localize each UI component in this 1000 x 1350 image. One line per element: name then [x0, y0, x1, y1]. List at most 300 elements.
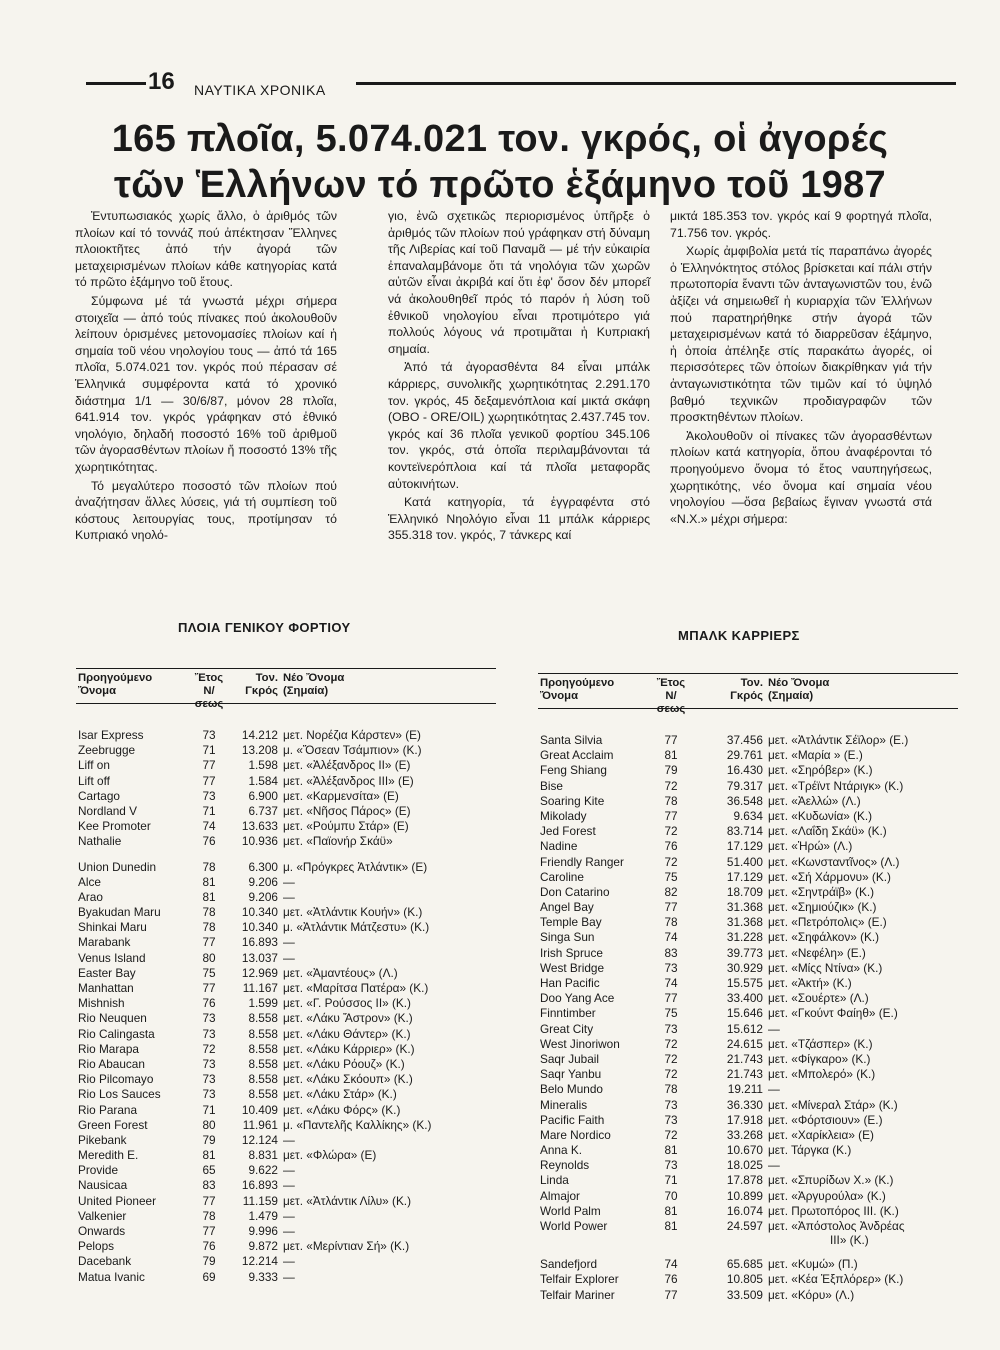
gross-tons: 15.612 — [726, 1021, 763, 1036]
previous-name: Kee Promoter — [78, 819, 151, 834]
table-row — [76, 1057, 496, 1072]
gross-tons: 18.709 — [726, 884, 763, 899]
year-built: 81 — [664, 1219, 678, 1233]
table-row — [76, 1103, 496, 1118]
table-row — [538, 809, 958, 824]
header-year-built — [656, 677, 686, 716]
previous-name: Onwards — [78, 1224, 126, 1238]
table-row — [538, 1022, 958, 1037]
new-name: μετ. «Λάκυ Ἄστρον» (Κ.) — [283, 1011, 413, 1026]
previous-name: Temple Bay — [540, 915, 602, 930]
new-name: μετ. «Ἀργυρούλα» (Κ.) — [768, 1188, 886, 1203]
new-name: μετ. «Ἀτλάντικ Λίλυ» (Κ.) — [283, 1193, 412, 1208]
table-row — [76, 1042, 496, 1057]
previous-name: Pelops — [78, 1239, 115, 1254]
paragraph: Σύμφωνα μέ τά γνωστά μέχρι σήμερα στοιχεῖα — ἀπό τούς πίνακες πού ἀκολουθοῦν λείπουν ὁρισμένες μετονομασίες πλοίων καί ἡ σημαία τοῦ νέου νηολογίου τους — ἀπό τά 165 πλοῖα, 5.074.021 τον. γκρός πού πέρασαν σέ Ἑλληνικά συμφέροντα κατά τό χρονικό διάστημα 1/1 — 30/6/87, μόνον 28 πλοῖα, 641.914 τον. γκρός γράφηκαν στό ἐθνικό νηολόγιο, δηλαδή ποσοστό 16% τοῦ ἀριθμοῦ τῶν ἀγορασθέντων πλοίων ἤ ποσοστό 13% τῆς χωρητικότητας. — [75, 293, 337, 474]
previous-name: Soaring Kite — [540, 793, 605, 808]
new-name: μετ. «Κέα Ἐξπλόρερ» (Κ.) — [768, 1272, 904, 1287]
table-row-continuation — [538, 1234, 958, 1247]
new-name: μετ. «Γ. Ρούσσος ΙΙ» (Κ.) — [283, 996, 411, 1011]
new-name: — — [768, 1082, 780, 1097]
previous-name: Arao — [78, 889, 103, 904]
previous-name: Provide — [78, 1163, 118, 1178]
table-row — [76, 1133, 496, 1148]
new-name: μετ. «Ἠρώ» (Λ.) — [768, 839, 853, 854]
page-header — [86, 68, 956, 102]
new-name: μετ. «Λαΐδη Σκάϋ» (Κ.) — [768, 824, 887, 839]
previous-name: Alce — [78, 874, 101, 889]
previous-name: Pikebank — [78, 1132, 127, 1147]
table-row — [76, 935, 496, 950]
table-row — [76, 728, 496, 743]
gross-tons: 14.212 — [241, 728, 278, 742]
gross-tons: 12.969 — [241, 965, 278, 980]
table-row — [538, 1098, 958, 1113]
new-name: μετ. «Ἀλέξανδρος ΙΙΙ» (Ε) — [283, 773, 414, 788]
gross-tons: 19.211 — [727, 1082, 763, 1097]
gross-tons: 9.333 — [248, 1269, 278, 1284]
previous-name: Santa Silvia — [540, 733, 603, 747]
table-row — [538, 1128, 958, 1143]
previous-name: Mare Nordico — [540, 1127, 611, 1142]
gross-tons: 21.743 — [726, 1067, 763, 1082]
year-built: 76 — [664, 1272, 678, 1287]
gross-tons: 8.558 — [248, 1011, 278, 1026]
table-row — [538, 779, 958, 794]
year-built: 78 — [664, 915, 678, 930]
new-name: — — [283, 1224, 295, 1238]
new-name: — — [283, 1163, 295, 1178]
table-row — [76, 905, 496, 920]
table-row — [538, 976, 958, 991]
new-name: — — [283, 874, 295, 889]
new-name: — — [283, 1132, 295, 1147]
header-new-name-line: Νέο Ὄνομα — [768, 677, 830, 689]
year-built: 73 — [664, 1112, 678, 1127]
gross-tons: 6.737 — [248, 803, 278, 818]
title-line-2: τῶν Ἑλλήνων τό πρῶτο ἑξάμηνο τοῦ 1987 — [114, 164, 886, 206]
previous-name: Rio Abaucan — [78, 1056, 145, 1071]
new-name: μετ. «Ρούμπυ Στάρ» (Ε) — [283, 819, 409, 834]
previous-name: Han Pacific — [540, 976, 600, 990]
gross-tons: 9.872 — [248, 1239, 278, 1254]
gross-tons: 1.598 — [248, 758, 278, 773]
gross-tons: 10.805 — [726, 1272, 763, 1287]
previous-name: Rio Parana — [78, 1102, 138, 1117]
gross-tons: 10.409 — [241, 1102, 278, 1117]
year-built: 70 — [664, 1188, 678, 1203]
table-row — [76, 875, 496, 890]
previous-name: Singa Sun — [540, 930, 595, 945]
gross-tons: 17.129 — [726, 869, 763, 884]
table-header — [76, 669, 496, 710]
table-row — [538, 1272, 958, 1287]
new-name: — — [283, 935, 295, 950]
paragraph: Τό μεγαλύτερο ποσοστό τῶν πλοίων πού ἀναζήτησαν ἄλλες λύσεις, γιά τή συμπίεση τοῦ κόστους λειτουργίας τους, προτίμησαν τό Κυπριακό νηολό- — [75, 478, 337, 543]
year-built: 72 — [664, 1036, 678, 1051]
previous-name: Jed Forest — [540, 824, 596, 839]
table-row — [538, 1006, 958, 1021]
new-name: μετ. «Πετρόπολις» (Ε.) — [768, 915, 887, 930]
table-row — [76, 1270, 496, 1285]
header-new-name-line: (Σημαία) — [768, 690, 814, 702]
year-built: 81 — [664, 1203, 678, 1218]
new-name: μετ. «Μπολερό» (Κ.) — [768, 1067, 876, 1082]
previous-name: Valkenier — [78, 1208, 127, 1223]
gross-tons: 8.558 — [248, 1041, 278, 1056]
gross-tons: 65.685 — [726, 1257, 763, 1272]
paragraph: μικτά 185.353 τον. γκρός καί 9 φορτηγά πλοῖα, 71.756 τον. γκρός. — [670, 209, 932, 240]
table-row — [76, 860, 496, 875]
gross-tons: 31.368 — [726, 915, 763, 930]
general-cargo-table — [76, 668, 496, 1285]
new-name: μετ. «Μίνεραλ Στάρ» (Κ.) — [768, 1097, 898, 1112]
year-built: 77 — [202, 1224, 216, 1238]
year-built: 74 — [664, 930, 678, 945]
gross-tons: 33.268 — [726, 1127, 763, 1142]
previous-name: Easter Bay — [78, 965, 136, 980]
year-built: 78 — [664, 1082, 678, 1097]
table-row — [76, 1072, 496, 1087]
new-name: μετ. «Ἀτλάντικ Κουήν» (Κ.) — [283, 905, 423, 920]
year-built: 72 — [664, 1127, 678, 1142]
table-row — [538, 870, 958, 885]
year-built: 81 — [202, 1148, 216, 1163]
table-row — [76, 966, 496, 981]
previous-name: Meredith E. — [78, 1148, 139, 1163]
year-built: 75 — [664, 1006, 678, 1021]
new-name: μετ. «Κωνσταντῖνος» (Λ.) — [768, 854, 900, 869]
previous-name: Saqr Yanbu — [540, 1067, 602, 1082]
header-rule-left — [86, 82, 146, 85]
table-row — [76, 834, 496, 849]
year-built: 71 — [202, 743, 216, 758]
previous-name: Nathalie — [78, 834, 122, 849]
gross-tons: 10.899 — [726, 1188, 763, 1203]
year-built: 81 — [664, 748, 678, 763]
year-built: 73 — [202, 788, 216, 803]
table-row — [76, 1163, 496, 1178]
page-number: 16 — [148, 68, 175, 95]
table-row — [538, 1052, 958, 1067]
gross-tons: 21.743 — [726, 1051, 763, 1066]
new-name: — — [283, 1269, 295, 1284]
new-name: μετ. «Σημιούζικ» (Κ.) — [768, 900, 877, 915]
table-row — [538, 1143, 958, 1158]
previous-name: Mineralis — [540, 1097, 588, 1112]
new-name: — — [768, 1021, 780, 1036]
year-built: 73 — [664, 1158, 678, 1173]
gross-tons: 12.124 — [241, 1132, 278, 1147]
table-row — [76, 890, 496, 905]
new-name: μετ. «Λάκυ Θάντερ» (Κ.) — [283, 1026, 411, 1041]
new-name: μ. «Ὄσεαν Τσάμπιον» (Κ.) — [283, 743, 422, 758]
year-built: 79 — [202, 1254, 216, 1269]
previous-name: Liff on — [78, 758, 110, 773]
new-name: μετ. «Μαρίτσα Πατέρα» (Κ.) — [283, 981, 429, 995]
gross-tons: 51.400 — [726, 854, 763, 869]
header-gross-tons-line: Τον. — [255, 672, 278, 684]
gross-tons: 8.558 — [248, 1072, 278, 1087]
year-built: 77 — [202, 981, 216, 995]
year-built: 72 — [664, 824, 678, 839]
year-built: 78 — [664, 793, 678, 808]
new-name: μετ. «Μερίντιαν Σή» (Κ.) — [283, 1239, 410, 1254]
new-name: μετ. «Μαρία » (Ε.) — [768, 748, 863, 763]
gross-tons: 10.340 — [241, 920, 278, 935]
header-gross-tons-line: Γκρός — [245, 685, 278, 697]
year-built: 72 — [664, 1067, 678, 1082]
year-built: 73 — [202, 1026, 216, 1041]
new-name: μετ. «Ἀμαντέους» (Λ.) — [283, 965, 398, 980]
table-header — [538, 674, 958, 715]
table-row — [76, 996, 496, 1011]
new-name: μετ. «Ἀελλώ» (Λ.) — [768, 793, 861, 808]
gross-tons: 1.599 — [248, 996, 278, 1011]
new-name: μετ. «Τρέϊντ Ντάριγκ» (Κ.) — [768, 778, 904, 793]
new-name: μετ. «Νεφέλη» (Ε.) — [768, 945, 866, 960]
gross-tons: 37.456 — [726, 733, 763, 747]
gross-tons: 16.893 — [241, 1178, 278, 1193]
gross-tons: 10.340 — [241, 905, 278, 920]
gross-tons: 10.670 — [726, 1143, 763, 1158]
bulk-carriers-table-title: ΜΠΑΛΚ ΚΑΡΡΙΕΡΣ — [678, 628, 800, 643]
previous-name: Nordland V — [78, 803, 138, 818]
year-built: 77 — [202, 935, 216, 950]
header-previous-name-line: Ὄνομα — [78, 685, 117, 697]
previous-name: Rio Pilcomayo — [78, 1072, 154, 1087]
previous-name: Venus Island — [78, 950, 146, 965]
table-row — [538, 915, 958, 930]
gross-tons: 9.622 — [248, 1163, 278, 1178]
previous-name: Rio Calingasta — [78, 1026, 155, 1041]
gross-tons: 11.159 — [242, 1193, 278, 1208]
previous-name: Caroline — [540, 869, 584, 884]
year-built: 77 — [202, 1193, 216, 1208]
year-built: 83 — [202, 1178, 216, 1193]
new-name: — — [283, 889, 295, 904]
new-name: μετ. «Λάκυ Κάρριερ» (Κ.) — [283, 1041, 415, 1056]
gross-tons: 31.368 — [726, 900, 763, 915]
year-built: 77 — [664, 733, 678, 747]
year-built: 73 — [202, 1072, 216, 1087]
new-name: μ. «Ἀτλάντικ Μάτζεστυ» (Κ.) — [283, 920, 430, 935]
header-previous-name — [78, 672, 152, 698]
gross-tons: 9.206 — [248, 889, 278, 904]
new-name: μετ. «Λάκυ Σκόουπ» (Κ.) — [283, 1072, 413, 1087]
gross-tons: 18.025 — [726, 1158, 763, 1173]
table-row — [76, 789, 496, 804]
table-row — [538, 1037, 958, 1052]
header-gross-tons — [214, 672, 278, 698]
gross-tons: 9.206 — [248, 874, 278, 889]
new-name: μετ. «Νῆσος Πάρος» (Ε) — [283, 803, 411, 818]
gross-tons: 29.761 — [726, 748, 763, 763]
table-row — [538, 1288, 958, 1303]
gross-tons: 16.893 — [241, 935, 278, 950]
year-built: 77 — [664, 808, 678, 823]
new-name: μετ. «Σηφάλκον» (Κ.) — [768, 930, 880, 945]
table-row — [538, 1189, 958, 1204]
header-year-built-line: Ν/σεως — [194, 685, 224, 710]
gross-tons: 8.558 — [248, 1087, 278, 1102]
year-built: 74 — [202, 819, 216, 834]
header-year-built-line: Ἔτος — [194, 672, 224, 684]
new-name: μετ. «Χαρίκλεια» (Ε) — [768, 1127, 874, 1142]
year-built: 83 — [664, 945, 678, 960]
previous-name: Almajor — [540, 1188, 580, 1203]
table-row — [76, 804, 496, 819]
gross-tons: 1.584 — [248, 773, 278, 788]
year-built: 73 — [202, 1011, 216, 1026]
new-name: μετ. «Φλώρα» (Ε) — [283, 1148, 377, 1163]
header-previous-name-line: Ὄνομα — [540, 690, 579, 702]
year-built: 72 — [664, 1051, 678, 1066]
year-built: 74 — [664, 976, 678, 990]
new-name: μετ. «Σηρόβερ» (Κ.) — [768, 763, 873, 778]
previous-name: Reynolds — [540, 1158, 590, 1173]
previous-name: Great Acclaim — [540, 748, 614, 763]
paragraph: Κατά κατηγορία, τά ἐγγραφέντα στό Ἑλληνικό Νηολόγιο εἶναι 11 μπάλκ κάρριερς 355.318 τον. γκρός, 7 τάνκερς καί — [388, 495, 650, 543]
publication-name: ΝΑΥΤΙΚΑ ΧΡΟΝΙΚΑ — [194, 82, 326, 98]
article-column-1 — [75, 208, 337, 546]
table-row — [76, 951, 496, 966]
gross-tons: 8.831 — [248, 1148, 278, 1163]
gross-tons: 6.300 — [248, 859, 278, 874]
year-built: 76 — [202, 996, 216, 1011]
table-row — [76, 920, 496, 935]
gross-tons: 39.773 — [726, 945, 763, 960]
table-row — [538, 946, 958, 961]
new-name: μετ. Τάργκα (Κ.) — [768, 1143, 852, 1158]
paragraph: γιο, ἐνῶ σχετικῶς περιορισμένος ὑπῆρξε ὁ ἀριθμός τῶν πλοίων πού γράφηκαν στή δύναμη τῆς Λιβερίας καί τοῦ Παναμᾶ — μέ τήν εὐκαιρία ἐπαναλαμβάνομε ὅτι τά νηολόγια τῶν χωρῶν αὐτῶν εἶναι ἀκριβά καί ὅτι ἐφ' ὅσον δέν μπορεῖ νά ἀκολουθηθεῖ πρός τό παρόν ἡ λύση τοῦ ἐθνικοῦ νηολογίου εἶναι προτιμότερο γιά πολλούς λόγους νά προτιμᾶται ἡ Κυπριακή σημαία. — [388, 209, 650, 356]
year-built: 76 — [664, 839, 678, 854]
header-new-name — [768, 677, 829, 703]
table-row — [76, 1087, 496, 1102]
year-built: 73 — [202, 1087, 216, 1102]
table-row — [76, 1239, 496, 1254]
table-row — [76, 758, 496, 773]
paragraph: Ἀκολουθοῦν οἱ πίνακες τῶν ἀγορασθέντων πλοίων κατά κατηγορία, ὅπου ἀναφέρονται τό προηγούμενο ὄνομα τό ἔτος ναυπηγήσεως, χωρητικότης, νέο ὄνομα καί σημαία νέου νηολογίου —ὅσα βεβαίως ἔγιναν γνωστά στά «Ν.Χ.» μέχρι σήμερα: — [670, 428, 932, 526]
year-built: 72 — [664, 854, 678, 869]
year-built: 65 — [202, 1163, 216, 1178]
new-name: μετ. «Φόρτσιουν» (Ε.) — [768, 1112, 883, 1127]
table-row — [538, 1082, 958, 1097]
gross-tons: 13.037 — [241, 950, 278, 965]
gross-tons: 6.900 — [248, 788, 278, 803]
header-new-name-line: (Σημαία) — [283, 685, 329, 697]
previous-name: Cartago — [78, 788, 120, 803]
paragraph: Χωρίς ἀμφιβολία μετά τίς παραπάνω ἀγορές ὁ Ἑλληνόκτητος στόλος βρίσκεται καί πάλι στήν πρωτοπορία ἔναντι τῶν ἀνταγωνιστῶν του, ἐνῶ ἀξίζει νά σημειωθεῖ ἡ κυριαρχία τῶν Ἑλλήνων πού παρατηρήθηκε στήν ἀγορά τῶν μεταχειρισμένων κατά τό διαρρεῦσαν ἑξάμηνο, ἡ ὁποία ἀπέληξε στίς παρακάτω ἀγορές, οἱ περισσότερες τῶν ὁποίων διακρίθηκαν γιά τήν ἀνταγωνιστικότητα τῶν τιμῶν καί τό ὑψηλό βαθμό τεχνικῶν προδιαγραφῶν τῶν προσκτηθέντων πλοίων. — [670, 244, 932, 425]
header-gross-tons — [699, 677, 763, 703]
gross-tons: 79.317 — [726, 778, 763, 793]
gross-tons: 30.929 — [726, 960, 763, 975]
table-row — [538, 900, 958, 915]
new-name: μετ. «Σουέρτε» (Λ.) — [768, 991, 869, 1006]
header-previous-name — [540, 677, 614, 703]
previous-name: Saqr Jubail — [540, 1051, 600, 1066]
previous-name: World Palm — [540, 1203, 601, 1218]
year-built: 78 — [202, 859, 216, 874]
new-name: μετ. Νορέζια Κάρστεν» (Ε) — [283, 728, 421, 742]
year-built: 77 — [664, 991, 678, 1006]
previous-name: Zeebrugge — [78, 743, 136, 758]
year-built: 80 — [202, 950, 216, 965]
table-row — [538, 855, 958, 870]
table-row — [76, 1178, 496, 1193]
previous-name: Mishnish — [78, 996, 125, 1011]
table-row — [538, 763, 958, 778]
table-row — [538, 839, 958, 854]
year-built: 79 — [202, 1132, 216, 1147]
gross-tons: 13.208 — [241, 743, 278, 758]
year-built: 78 — [202, 920, 216, 935]
year-built: 81 — [202, 889, 216, 904]
gross-tons: 8.558 — [248, 1056, 278, 1071]
new-name: μετ. «Κυμώ» (Π.) — [768, 1257, 858, 1272]
year-built: 81 — [664, 1143, 678, 1158]
table-row — [76, 1118, 496, 1133]
new-name: μετ. «Κυδωνία» (Κ.) — [768, 808, 873, 823]
gross-tons: 1.479 — [248, 1208, 278, 1223]
gross-tons: 16.074 — [726, 1203, 763, 1218]
previous-name: Feng Shiang — [540, 763, 607, 778]
new-name: μετ. «Λάκυ Φόρς» (Κ.) — [283, 1102, 401, 1117]
previous-name: Manhattan — [78, 981, 134, 995]
new-name: μετ. «Ἀκτή» (Κ.) — [768, 976, 852, 990]
gross-tons: 11.167 — [242, 981, 278, 995]
previous-name: Pacific Faith — [540, 1112, 605, 1127]
previous-name: Don Catarino — [540, 884, 610, 899]
gross-tons: 13.633 — [241, 819, 278, 834]
year-built: 77 — [202, 773, 216, 788]
table-row — [76, 1209, 496, 1224]
year-built: 82 — [664, 884, 678, 899]
year-built: 80 — [202, 1117, 216, 1132]
year-built: 75 — [664, 869, 678, 884]
new-name: μετ. «Μίςς Ντίνα» (Κ.) — [768, 960, 883, 975]
new-name: — — [283, 1254, 295, 1269]
table-row — [538, 1113, 958, 1128]
previous-name: Shinkai Maru — [78, 920, 147, 935]
new-name: μετ. «Σή Χάρμονυ» (Κ.) — [768, 869, 891, 884]
previous-name: Marabank — [78, 935, 131, 950]
gross-tons: 36.548 — [726, 793, 763, 808]
previous-name: Irish Spruce — [540, 945, 603, 960]
previous-name: Byakudan Maru — [78, 905, 161, 920]
new-name: μετ. Πρωτοπόρος ΙΙΙ. (Κ.) — [768, 1203, 899, 1218]
bulk-carriers-table — [538, 673, 958, 1303]
previous-name: Rio Los Sauces — [78, 1087, 161, 1102]
gross-tons: 31.228 — [726, 930, 763, 945]
year-built: 76 — [202, 1239, 216, 1254]
year-built: 78 — [202, 1208, 216, 1223]
table-row — [538, 1173, 958, 1188]
paragraph: Ἀπό τά ἀγορασθέντα 84 εἶναι μπάλκ κάρριερς, συνολικῆς χωρητικότητας 2.291.170 τον. γκρός, 45 δεξαμενόπλοια καί μικτά σκάφη (OBO - ORE/OIL) χωρητικότητας 2.437.745 τον. γκρός καί 36 πλοῖα γενικοῦ φορτίου 345.106 τον. γκρός, στά ὁποῖα περιλαμβάνονται τά κοντεϊνερόπλοια καί τά πλοῖα μεταφορᾶς αὐτοκινήτων. — [388, 360, 650, 491]
new-name: μετ. «Καρμενσίτα» (Ε) — [283, 788, 399, 803]
gross-tons: 15.646 — [726, 1006, 763, 1021]
previous-name: Anna K. — [540, 1143, 582, 1158]
previous-name: Rio Neuquen — [78, 1011, 147, 1026]
previous-name: World Power — [540, 1219, 608, 1233]
year-built: 73 — [664, 1097, 678, 1112]
year-built: 71 — [202, 1102, 216, 1117]
gross-tons: 15.575 — [726, 976, 763, 990]
table-row — [76, 1011, 496, 1026]
gross-tons: 36.330 — [726, 1097, 763, 1112]
header-previous-name-line: Προηγούμενο — [78, 672, 153, 684]
gross-tons: 16.430 — [726, 763, 763, 778]
